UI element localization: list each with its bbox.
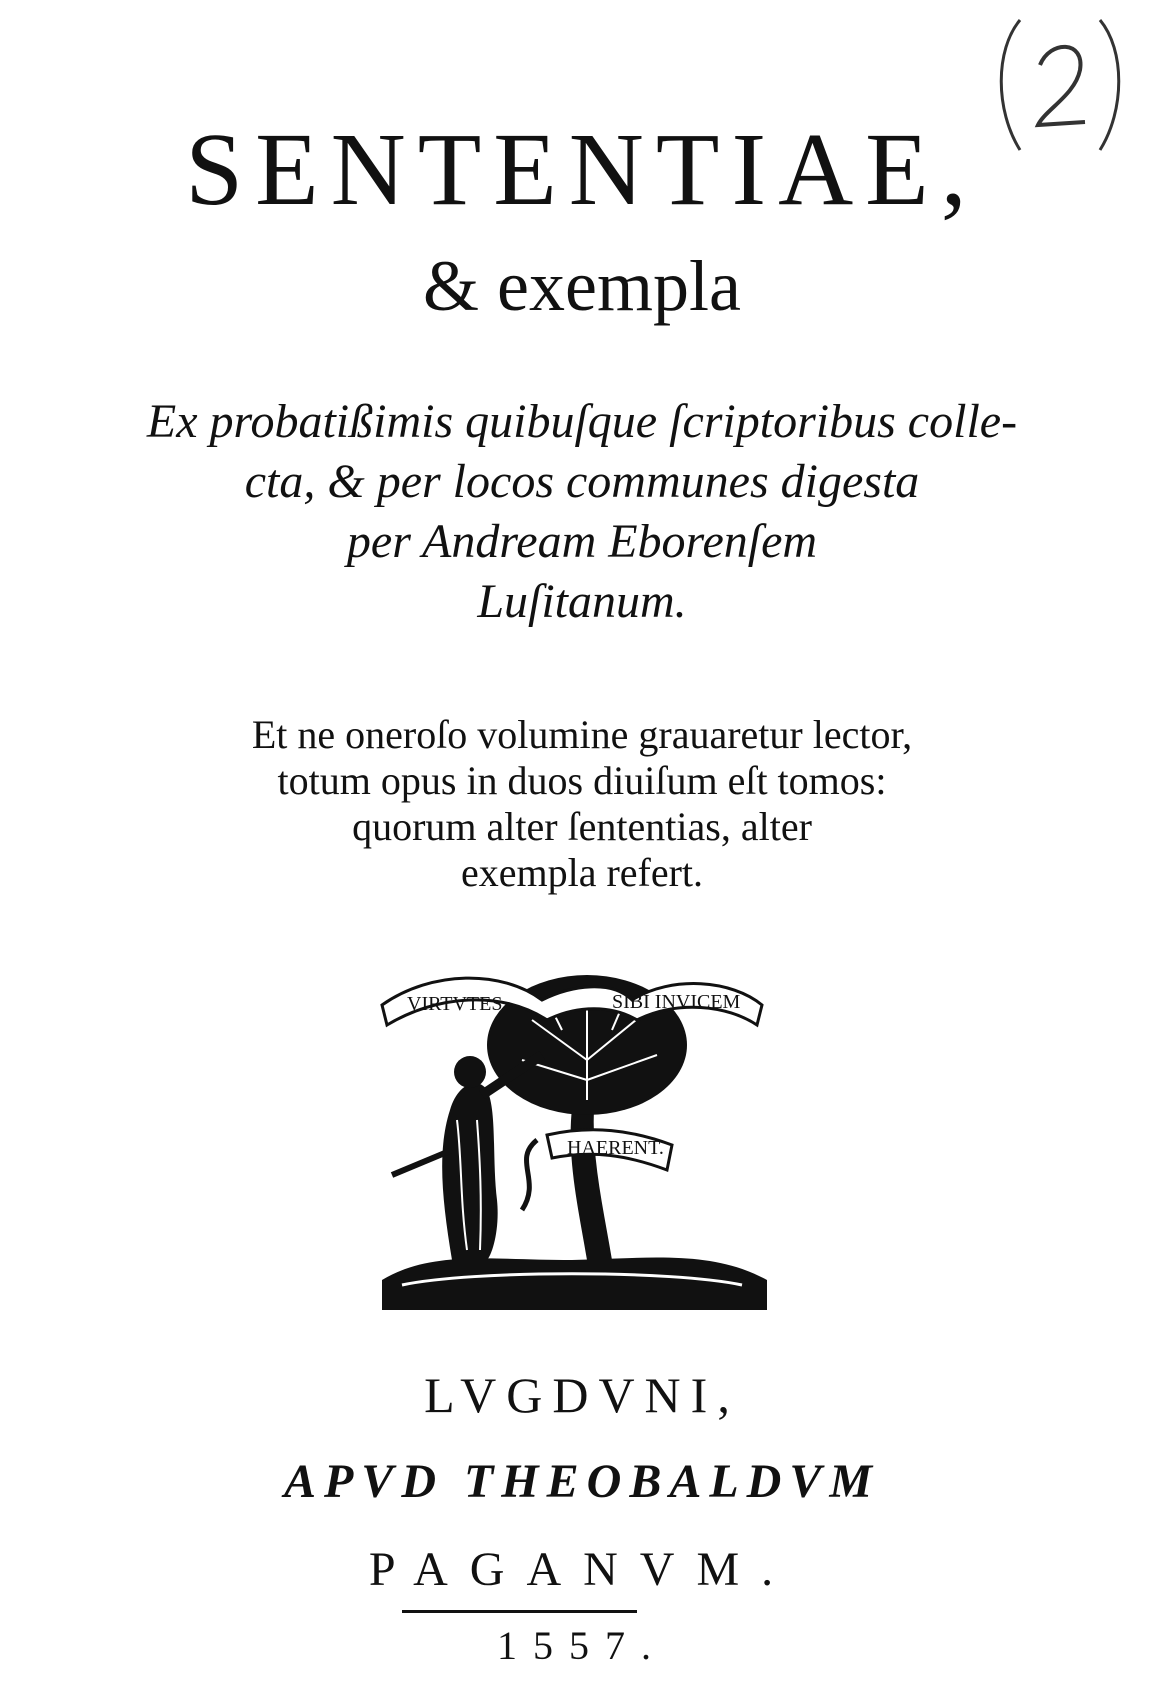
- book-subtitle: & exempla: [423, 246, 741, 326]
- printers-device-emblem: [372, 960, 772, 1320]
- motto-top-right: SIBI INVICEM: [612, 991, 741, 1013]
- imprint-year: 1557.: [497, 1623, 667, 1668]
- description-line: cta, & per locos communes digesta: [244, 455, 920, 508]
- note-line: Et ne oneroſo volumine grauaretur lector,: [251, 712, 913, 757]
- description-line: Luſitanum.: [477, 575, 687, 628]
- note-line: quorum alter ſententias, alter: [352, 804, 812, 849]
- imprint-printer: APVD THEOBALDVM: [283, 1455, 881, 1508]
- description-line: per Andream Eborenſem: [346, 515, 818, 568]
- allegorical-figure: [442, 1083, 497, 1260]
- note-line: totum opus in duos diuiſum eſt tomos:: [277, 758, 887, 803]
- imprint-city: LVGDVNI,: [424, 1367, 740, 1423]
- imprint-printer-name: PAGANVM.: [368, 1543, 796, 1596]
- book-title: SENTENTIAE,: [185, 112, 979, 227]
- serpent: [522, 1140, 537, 1210]
- note-line: exempla refert.: [460, 850, 704, 895]
- motto-bottom: HAERENT.: [567, 1137, 664, 1159]
- emblem-ground: [382, 1258, 767, 1310]
- description-line: Ex probatißimis quibuſque ſcriptoribus colle-: [146, 395, 1018, 448]
- divider-rule: [402, 1610, 637, 1613]
- motto-top-left: VIRTVTES: [407, 993, 503, 1015]
